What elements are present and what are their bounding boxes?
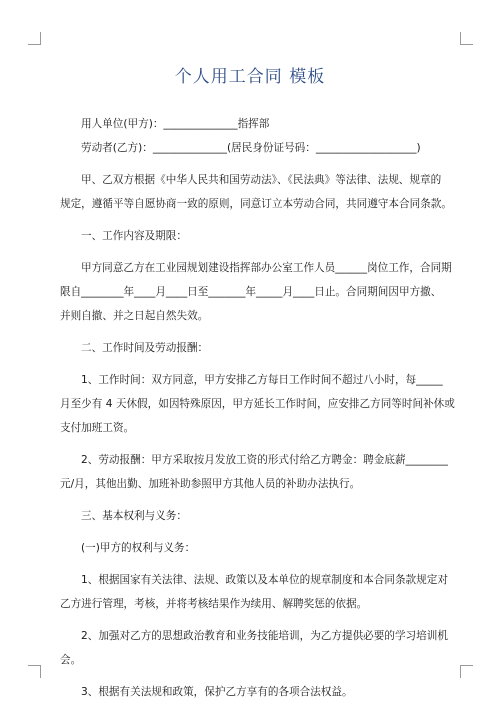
paragraph-line: 支付加班工资。	[60, 422, 135, 434]
paragraph-line: 一、工作内容及期限：	[81, 230, 187, 242]
corner-mark-top-right	[460, 32, 473, 45]
paragraph-spacer	[60, 248, 438, 256]
paragraph-line: 并则自撤、并之日起自然失效。	[60, 310, 209, 322]
paragraph-line: 3、根据有关法规和政策，保护乙方享有的各项合法权益。	[81, 686, 353, 698]
document-title: 个人用工合同 模板	[174, 67, 326, 87]
paragraph-line: 会。	[60, 654, 82, 666]
paragraph-spacer	[60, 616, 438, 624]
paragraph-line: 1、工作时间：双方同意，甲方安排乙方每日工作时间不超过八小时，每_____	[81, 374, 443, 386]
paragraph-line: 元/月，其他出勤、加班补助参照甲方其他人员的补助办法执行。	[60, 478, 361, 490]
paragraph-spacer	[60, 528, 438, 536]
corner-mark-top-left	[28, 32, 41, 45]
corner-mark-bottom-left	[28, 665, 41, 678]
paragraph-line: 限自________年____月____日至_______年_____月____日止。合同期间因甲方撤、	[60, 286, 442, 298]
paragraph-line: 二、工作时间及劳动报酬：	[81, 342, 209, 354]
paragraph-line: 规定，遵循平等自愿协商一致的原则，同意订立本劳动合同，共同遵守本合同条款。	[60, 198, 452, 210]
corner-mark-bottom-right	[460, 665, 473, 678]
paragraph-line: 乙方进行管理，考核，并将考核结果作为续用、解聘奖惩的依据。	[60, 598, 368, 610]
paragraph-line: 2、加强对乙方的思想政治教育和业务技能培训，为乙方提供必要的学习培训机	[81, 630, 448, 642]
paragraph-line: 甲方同意乙方在工业园规划建设指挥部办公室工作人员______岗位工作，合同期	[81, 262, 452, 274]
paragraph-spacer	[60, 360, 438, 368]
paragraph-line: 三、基本权利与义务：	[81, 510, 187, 522]
paragraph-spacer	[60, 560, 438, 568]
paragraph-spacer	[60, 672, 438, 680]
paragraph-spacer	[60, 160, 438, 168]
paragraph-spacer	[60, 328, 438, 336]
paragraph-line: 劳动者(乙方)：______________(居民身份证号码：___________________)	[81, 142, 421, 154]
paragraph-line: 月至少有 4 天休假，如因特殊原因，甲方延长工作时间，应安排乙方同等时间补休或	[60, 398, 455, 410]
paragraph-line: 甲、乙双方根据《中华人民共和国劳动法》、《民法典》等法律、法规、规章的	[81, 174, 442, 186]
paragraph-line: 2、劳动报酬：甲方采取按月发放工资的形式付给乙方聘金：聘金底薪________	[81, 454, 448, 466]
paragraph-spacer	[60, 440, 438, 448]
paragraph-spacer	[60, 496, 438, 504]
document-body	[60, 112, 455, 704]
paragraph-line: 1、根据国家有关法律、法规、政策以及本单位的规章制度和本合同条款规定对	[81, 574, 448, 586]
paragraph-spacer	[60, 216, 438, 224]
paragraph-line: 用人单位(甲方)：______________指挥部	[81, 118, 270, 130]
paragraph-line: (一)甲方的权利与义务：	[81, 542, 196, 554]
